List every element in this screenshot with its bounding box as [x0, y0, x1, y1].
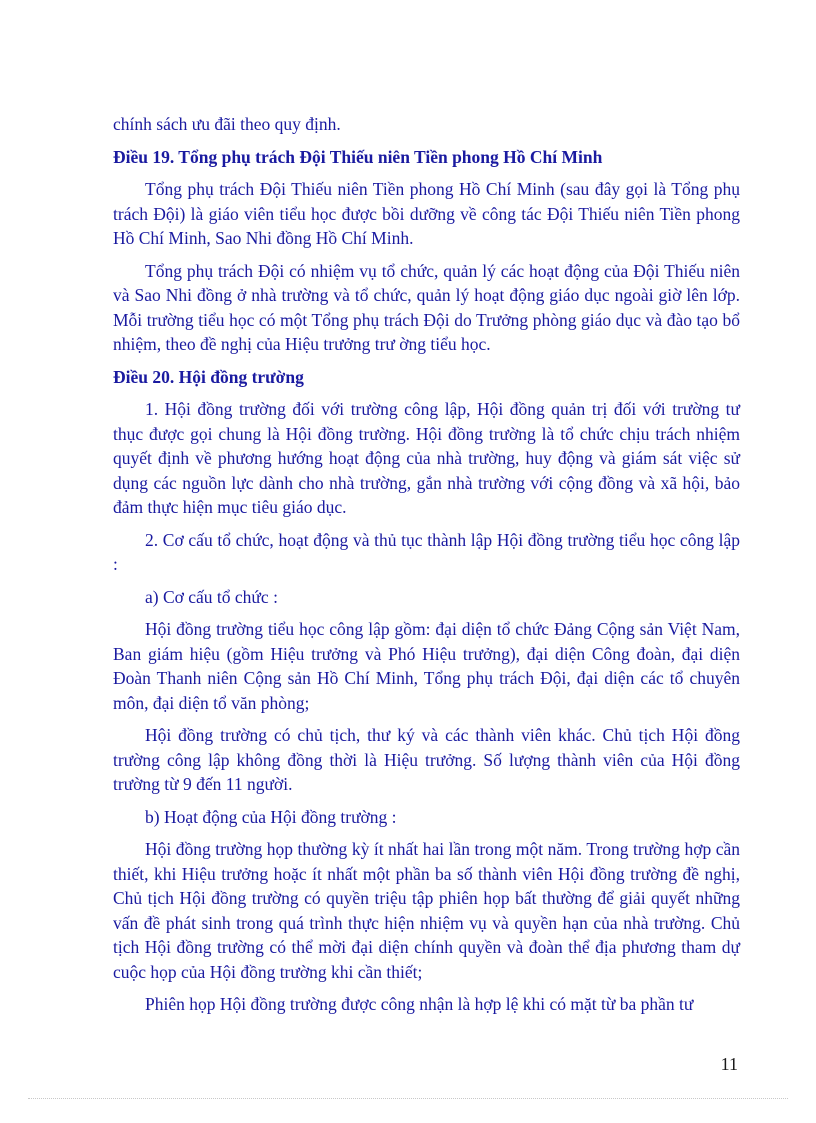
document-page — [113, 112, 740, 1025]
paragraph: Tổng phụ trách Đội Thiếu niên Tiền phong Hồ Chí Minh (sau đây gọi là Tổng phụ trách Đội) là giáo viên tiểu học được bồi dưỡng về công tác Đội Thiếu niên Tiền phong Hồ Chí Minh, Sao Nhi đồng Hồ Chí Minh. — [113, 179, 740, 248]
paragraph: 2. Cơ cấu tổ chức, hoạt động và thủ tục thành lập Hội đồng trường tiểu học công lập : — [113, 529, 740, 574]
paragraph: 1. Hội đồng trường đối với trường công lập, Hội đồng quản trị đối với trường tư thục được gọi chung là Hội đồng trường. Hội đồng trường là tổ chức chịu trách nhiệm quyết định về phương hướng hoạt động của nhà trường, huy động và giám sát việc sử dụng các nguồn lực dành cho nhà trường, gắn nhà trường với cộng đồng và xã hội, bảo đảm thực hiện mục tiêu giáo dục. — [113, 399, 740, 517]
footer-divider — [28, 1098, 788, 1099]
paragraph: Hội đồng trường có chủ tịch, thư ký và các thành viên khác. Chủ tịch Hội đồng trường công lập không đồng thời là Hiệu trưởng. Số lượng thành viên của Hội đồng trường từ 9 đến 11 người. — [113, 725, 740, 794]
article-20-heading: Điều 20. Hội đồng trường — [113, 366, 304, 387]
paragraph: a) Cơ cấu tổ chức : — [145, 586, 278, 607]
paragraph-continuation: chính sách ưu đãi theo quy định. — [113, 114, 341, 134]
paragraph: Hội đồng trường tiểu học công lập gồm: đại diện tổ chức Đảng Cộng sản Việt Nam, Ban giám hiệu (gồm Hiệu trưởng và Phó Hiệu trưởng), đại diện Công đoàn, đại diện Đoàn Thanh niên Cộng sản Hồ Chí Minh, Tổng phụ trách Đội, đại diện các tổ chuyên môn, đại diện tổ văn phòng; — [113, 619, 740, 713]
paragraph: Phiên họp Hội đồng trường được công nhận là hợp lệ khi có mặt từ ba phần tư — [145, 994, 694, 1014]
paragraph: Hội đồng trường họp thường kỳ ít nhất hai lần trong một năm. Trong trường hợp cần thiết, khi Hiệu trưởng hoặc ít nhất một phần ba số thành viên Hội đồng trường đề nghị, Chủ tịch Hội đồng trường có quyền triệu tập phiên họp bất thường để giải quyết những vấn đề phát sinh trong quá trình thực hiện nhiệm vụ và quyền hạn của nhà trường. Chủ tịch Hội đồng trường có thể mời đại diện chính quyền và đoàn thể địa phương tham dự cuộc họp của Hội đồng trường khi cần thiết; — [113, 839, 740, 982]
article-19-heading: Điều 19. Tổng phụ trách Đội Thiếu niên Tiền phong Hồ Chí Minh — [113, 146, 603, 167]
paragraph: b) Hoạt động của Hội đồng trường : — [145, 806, 397, 827]
paragraph: Tổng phụ trách Đội có nhiệm vụ tổ chức, quản lý các hoạt động của Đội Thiếu niên và Sao Nhi đồng ở nhà trường và tổ chức, quản lý hoạt động giáo dục ngoài giờ lên lớp. Mỗi trường tiểu học có một Tổng phụ trách Đội do Trưởng phòng giáo dục và đào tạo bổ nhiệm, theo đề nghị của Hiệu trưởng trư ờng tiểu học. — [113, 260, 740, 354]
page-number: 11 — [720, 1054, 738, 1074]
